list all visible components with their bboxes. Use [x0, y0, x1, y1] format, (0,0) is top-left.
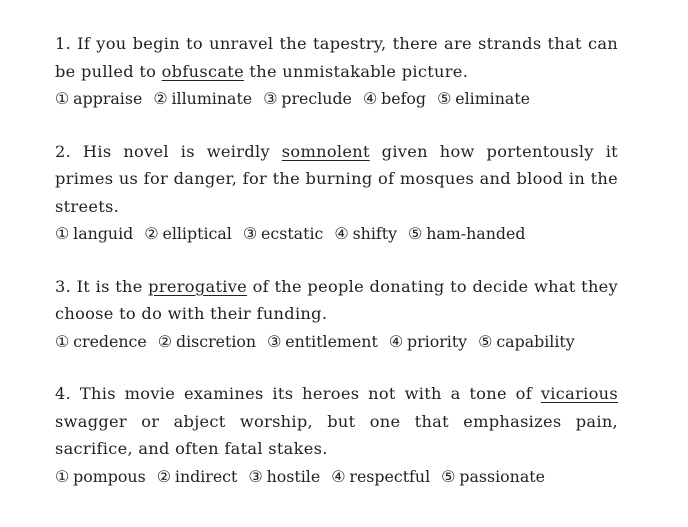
vocabulary-quiz	[55, 30, 618, 515]
choice-text: priority	[407, 331, 468, 351]
choice-number: ④	[331, 466, 346, 486]
choice-text: hostile	[266, 466, 321, 486]
choice-4[interactable]	[363, 89, 426, 108]
question-stem	[55, 380, 618, 463]
choice-number: ④	[388, 331, 403, 351]
choice-5[interactable]	[437, 89, 530, 108]
choice-text: elliptical	[162, 224, 232, 243]
choice-3[interactable]	[267, 332, 378, 351]
choice-1[interactable]	[55, 89, 142, 108]
stem-text-after: of the people donating to decide what they choose to do with their funding.	[55, 276, 618, 323]
target-word: vicarious	[540, 384, 618, 403]
answer-choices	[55, 463, 618, 491]
choice-number: ⑤	[441, 466, 456, 486]
question-2	[55, 138, 618, 248]
choice-number: ②	[153, 89, 168, 108]
stem-text-after: given how portentously it primes us for danger, for the burning of mosques and blood in the streets.	[55, 141, 618, 216]
choice-text: credence	[73, 331, 147, 351]
choice-3[interactable]	[263, 89, 352, 108]
answer-choices	[55, 220, 618, 248]
question-number: 4.	[55, 384, 72, 403]
choice-4[interactable]	[389, 332, 467, 351]
choice-4[interactable]	[334, 224, 397, 243]
choice-text: languid	[73, 224, 134, 243]
choice-5[interactable]	[478, 332, 575, 351]
question-number: 3.	[55, 276, 72, 296]
choice-text: passionate	[459, 466, 545, 486]
choice-2[interactable]	[157, 467, 238, 486]
choice-text: illuminate	[171, 89, 253, 108]
stem-text-before: This movie examines its heroes not with a tone of	[71, 384, 541, 403]
choice-number: ②	[144, 224, 159, 243]
question-number: 1.	[55, 34, 72, 53]
choice-1[interactable]	[55, 467, 146, 486]
choice-number: ⑤	[437, 89, 452, 108]
stem-text-before: It is the	[71, 276, 149, 296]
choice-number: ③	[248, 466, 263, 486]
choice-4[interactable]	[331, 467, 430, 486]
choice-text: entitlement	[285, 331, 378, 351]
stem-text-after: swagger or abject worship, but one that emphasizes pain, sacrifice, and often fatal stakes.	[55, 411, 618, 458]
choice-text: discretion	[175, 331, 257, 351]
choice-number: ②	[156, 466, 171, 486]
stem-text-before: If you begin to unravel the tapestry, there are strands that can be pulled to	[55, 34, 618, 81]
choice-number: ③	[263, 89, 278, 108]
choice-text: respectful	[349, 466, 431, 486]
choice-text: pompous	[73, 466, 146, 486]
choice-5[interactable]	[441, 467, 545, 486]
choice-text: preclude	[281, 89, 352, 108]
choice-2[interactable]	[158, 332, 256, 351]
choice-3[interactable]	[248, 467, 320, 486]
choice-number: ⑤	[478, 331, 493, 351]
choice-text: shifty	[352, 224, 398, 243]
choice-text: indirect	[174, 466, 238, 486]
question-1	[55, 30, 618, 113]
choice-number: ①	[55, 331, 70, 351]
choice-number: ④	[334, 224, 349, 243]
choice-5[interactable]	[408, 224, 525, 243]
stem-text-before: His novel is weirdly	[71, 141, 282, 161]
choice-number: ①	[55, 89, 70, 108]
choice-text: ham-handed	[426, 224, 526, 243]
choice-3[interactable]	[243, 224, 324, 243]
target-word: somnolent	[281, 141, 370, 161]
answer-choices	[55, 85, 618, 113]
choice-1[interactable]	[55, 224, 133, 243]
question-3	[55, 273, 618, 356]
choice-text: capability	[496, 331, 575, 351]
question-stem	[55, 138, 618, 221]
question-stem	[55, 273, 618, 328]
question-number: 2.	[55, 141, 72, 161]
choice-number: ②	[157, 331, 172, 351]
choice-1[interactable]	[55, 332, 147, 351]
question-stem	[55, 30, 618, 85]
choice-2[interactable]	[153, 89, 252, 108]
target-word: prerogative	[148, 276, 248, 296]
choice-number: ③	[267, 331, 282, 351]
choice-text: befog	[381, 89, 427, 108]
choice-number: ④	[362, 89, 378, 108]
question-4	[55, 380, 618, 490]
choice-2[interactable]	[144, 224, 232, 243]
answer-choices	[55, 328, 618, 356]
choice-text: ecstatic	[261, 224, 324, 243]
choice-text: appraise	[73, 89, 143, 108]
choice-number: ③	[242, 224, 258, 243]
stem-text-after: the unmistakable picture.	[243, 61, 469, 81]
choice-number: ⑤	[408, 224, 423, 243]
choice-number: ①	[55, 466, 70, 486]
choice-number: ①	[55, 224, 70, 243]
choice-text: eliminate	[455, 89, 531, 108]
target-word: obfuscate	[161, 61, 244, 81]
